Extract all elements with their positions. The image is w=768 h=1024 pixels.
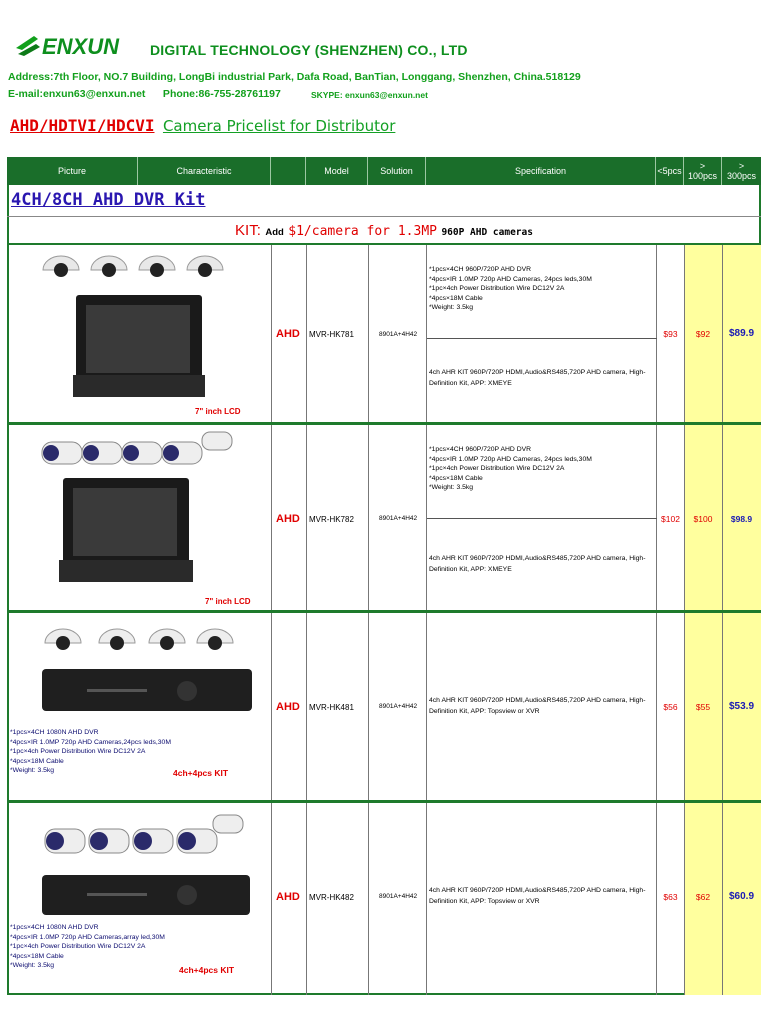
company-skype: SKYPE: enxun63@enxun.net xyxy=(311,90,428,100)
spec-line: *4pcs×18M Cable xyxy=(429,474,483,482)
price-300: $89.9 xyxy=(728,328,755,339)
spec-line: *4pcs×IR 1.0MP 720p AHD Cameras, 24pcs leds,30M xyxy=(429,455,592,463)
spec-line: *1pc×4ch Power Distribution Wire DC12V 2A xyxy=(10,943,146,950)
kit-price: $1/camera for 1.3MP xyxy=(288,224,437,239)
type-ahd: AHD xyxy=(276,328,300,340)
section-title-row xyxy=(7,185,761,217)
price-lt5: $102 xyxy=(661,514,680,524)
description: 4ch AHR KIT 960P/720P HDMI,Audio&RS485,720P AHD camera, High-Definition Kit, APP: Topsview or XVR xyxy=(429,887,646,905)
enxun-logo xyxy=(12,30,142,64)
spec-line: *4pcs×IR 1.0MP 720p AHD Cameras, 24pcs leds,30M xyxy=(429,275,592,283)
price-lt5: $93 xyxy=(663,329,678,339)
solution-cell: 8901A+4H42 xyxy=(379,893,418,900)
product-image xyxy=(41,250,251,405)
product-image xyxy=(37,809,257,919)
pricelist-title-green: Camera Pricelist for Distributor xyxy=(162,117,396,135)
spec-list xyxy=(429,265,592,313)
price-100: $62 xyxy=(695,892,711,902)
product-image xyxy=(37,621,257,721)
model-cell: MVR-HK782 xyxy=(309,515,354,524)
table-row xyxy=(7,425,761,613)
spec-line: *1pcs×4CH 960P/720P AHD DVR xyxy=(429,266,532,273)
model-cell: MVR-HK781 xyxy=(309,330,354,339)
spec-line: *4pcs×18M Cable xyxy=(10,757,64,765)
th-picture: Picture xyxy=(7,157,138,185)
th-model: Model xyxy=(306,157,368,185)
price-lt5: $56 xyxy=(663,702,678,712)
spec-line: *4pcs×IR 1.0MP 720p AHD Cameras,24pcs leds,30M xyxy=(10,738,172,746)
price-300: $98.9 xyxy=(730,514,753,524)
pricelist-title xyxy=(10,116,395,136)
lcd-note: 7" inch LCD xyxy=(195,407,241,416)
spec-line: *4pcs×18M Cable xyxy=(10,952,64,960)
price-100: $100 xyxy=(693,514,713,524)
spec-line: *Weight: 3.5kg xyxy=(10,962,55,969)
table-row xyxy=(7,613,761,803)
spec-line: *4pcs×18M Cable xyxy=(429,294,483,302)
price-100: $55 xyxy=(695,702,711,712)
pricelist-title-red: AHD/HDTVI/HDCVI xyxy=(10,116,155,135)
spec-line: *1pcs×4CH 1080N AHD DVR xyxy=(10,729,99,736)
kit-add: Add xyxy=(265,227,284,238)
th-blank xyxy=(271,157,306,185)
company-address: Address:7th Floor, NO.7 Building, LongBi industrial Park, Dafa Road, BanTian, Longgang, Shenzhen, China.518129 xyxy=(8,71,581,83)
price-300: $60.9 xyxy=(728,891,755,902)
spec-line: *1pcs×4CH 960P/720P AHD DVR xyxy=(429,446,532,453)
company-contact: E-mail:enxun63@enxun.net Phone:86-755-28761197 xyxy=(8,88,281,100)
table-row xyxy=(7,803,761,995)
th-characteristic: Characteristic xyxy=(138,157,271,185)
type-ahd: AHD xyxy=(276,513,300,525)
th-specification: Specification xyxy=(426,157,656,185)
price-100: $92 xyxy=(695,329,711,339)
th-lt5pcs: <5pcs xyxy=(656,157,684,185)
spec-list xyxy=(429,445,592,493)
section-title: 4CH/8CH AHD DVR Kit xyxy=(11,190,206,210)
solution-cell: 8901A+4H42 xyxy=(379,515,418,522)
spec-line: *4pcs×IR 1.0MP 720p AHD Cameras,array led,30M xyxy=(10,933,165,941)
th-100pcs: > 100pcs xyxy=(684,157,722,185)
price-lt5: $63 xyxy=(663,892,678,902)
type-ahd: AHD xyxy=(276,891,300,903)
kit-label: KIT: xyxy=(235,222,261,239)
kit-spec-list xyxy=(10,923,165,971)
company-name: DIGITAL TECHNOLOGY (SHENZHEN) CO., LTD xyxy=(150,42,468,58)
type-ahd: AHD xyxy=(276,701,300,713)
spec-line: *1pc×4ch Power Distribution Wire DC12V 2A xyxy=(10,748,146,755)
lcd-note: 7" inch LCD xyxy=(205,597,251,606)
spec-line: *Weight: 3.5kg xyxy=(429,304,474,311)
spec-line: *1pcs×4CH 1080N AHD DVR xyxy=(10,924,99,931)
spec-line: *1pc×4ch Power Distribution Wire DC12V 2A xyxy=(429,465,565,472)
product-image xyxy=(37,430,247,595)
description: 4ch AHR KIT 960P/720P HDMI,Audio&RS485,720P AHD camera, High-Definition Kit, APP: XMEYE xyxy=(429,555,646,573)
model-cell: MVR-HK482 xyxy=(309,893,354,902)
logo-text: ENXUN xyxy=(42,34,120,59)
kit-spec-list xyxy=(10,728,171,776)
table-row xyxy=(7,245,761,425)
kit-tail: 960P AHD cameras xyxy=(441,227,533,238)
model-cell: MVR-HK481 xyxy=(309,703,354,712)
kit-note: 4ch+4pcs KIT xyxy=(173,768,229,778)
spec-line: *Weight: 3.5kg xyxy=(429,484,474,491)
spec-line: *Weight: 3.5kg xyxy=(10,767,55,774)
description: 4ch AHR KIT 960P/720P HDMI,Audio&RS485,720P AHD camera, High-Definition Kit, APP: XMEYE xyxy=(429,369,646,387)
description: 4ch AHR KIT 960P/720P HDMI,Audio&RS485,720P AHD camera, High-Definition Kit, APP: Topsview or XVR xyxy=(429,697,646,715)
table-header xyxy=(7,157,761,185)
kit-note: 4ch+4pcs KIT xyxy=(179,965,235,975)
price-300: $53.9 xyxy=(728,701,755,712)
solution-cell: 8901A+4H42 xyxy=(379,703,418,710)
solution-cell: 8901A+4H42 xyxy=(379,331,418,338)
kit-note-row xyxy=(7,217,761,245)
spec-line: *1pc×4ch Power Distribution Wire DC12V 2A xyxy=(429,285,565,292)
th-solution: Solution xyxy=(368,157,426,185)
th-300pcs: > 300pcs xyxy=(726,161,757,181)
